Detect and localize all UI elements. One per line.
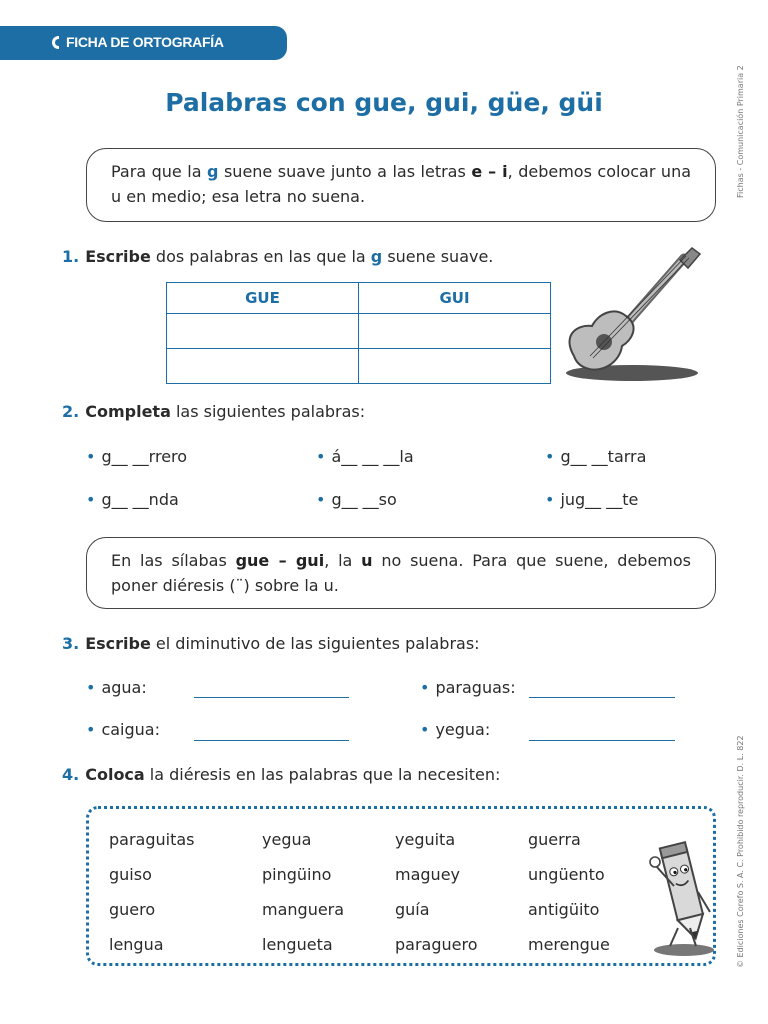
word-item: merengue bbox=[528, 935, 610, 954]
answer-line[interactable] bbox=[194, 740, 349, 741]
info1-g: g bbox=[207, 162, 219, 181]
answer-cell[interactable] bbox=[167, 349, 359, 384]
word-item: guero bbox=[109, 900, 156, 919]
q1-number: 1. bbox=[62, 247, 80, 266]
word-item: yeguita bbox=[395, 830, 456, 849]
q2-verb: Completa bbox=[85, 402, 171, 421]
word-item: maguey bbox=[395, 865, 460, 884]
word-item: lengueta bbox=[262, 935, 333, 954]
word-item: guerra bbox=[528, 830, 581, 849]
q4-number: 4. bbox=[62, 765, 80, 784]
word-item: manguera bbox=[262, 900, 345, 919]
info1-letters: e – i bbox=[471, 162, 508, 181]
q1-text: dos palabras en las que la bbox=[150, 247, 371, 266]
diminutive-word: caigua: bbox=[101, 720, 160, 739]
diminutive-word: paraguas: bbox=[435, 678, 516, 697]
q3-number: 3. bbox=[62, 634, 80, 653]
tab-label: FICHA DE ORTOGRAFÍA bbox=[66, 34, 224, 50]
answer-line[interactable] bbox=[194, 697, 349, 698]
answer-cell[interactable] bbox=[167, 314, 359, 349]
complete-word-item: • g__ __so bbox=[316, 490, 397, 509]
q3-text: el diminutivo de las siguientes palabras: bbox=[150, 634, 480, 653]
pencil-character-illustration bbox=[644, 836, 716, 958]
q1-g: g bbox=[370, 247, 383, 266]
word-item: paraguero bbox=[395, 935, 478, 954]
col-gui: GUI bbox=[359, 283, 551, 314]
diminutive-word: agua: bbox=[101, 678, 147, 697]
complete-word-item: • g__ __nda bbox=[86, 490, 179, 509]
diminutive-item: • caigua: bbox=[86, 720, 160, 739]
info2-u: u bbox=[361, 551, 373, 570]
word-item: antigüito bbox=[528, 900, 600, 919]
word-item: pingüino bbox=[262, 865, 332, 884]
gue-gui-table bbox=[166, 282, 551, 384]
complete-word-text: g__ __nda bbox=[101, 490, 179, 509]
side-note-bottom: © Ediciones Corefo S. A. C. Prohibido reproducir. D. L. 822 bbox=[736, 735, 745, 968]
info2-text: no suena. Para que suene, debemos poner diéresis (¨) sobre la u. bbox=[111, 551, 691, 595]
guitar-illustration bbox=[562, 244, 712, 384]
complete-word-item: • g__ __tarra bbox=[545, 447, 647, 466]
complete-word-text: jug__ __te bbox=[560, 490, 639, 509]
q1-text: suene suave. bbox=[382, 247, 494, 266]
diminutive-word: yegua: bbox=[435, 720, 491, 739]
q4-verb: Coloca bbox=[85, 765, 145, 784]
complete-word-text: g__ __so bbox=[331, 490, 397, 509]
word-item: guía bbox=[395, 900, 430, 919]
complete-word-item: • á__ __ __la bbox=[316, 447, 414, 466]
complete-word-text: á__ __ __la bbox=[331, 447, 414, 466]
q2-text: las siguientes palabras: bbox=[170, 402, 366, 421]
answer-line[interactable] bbox=[529, 697, 675, 698]
info1-text: suene suave junto a las letras bbox=[218, 162, 472, 181]
info2-syllables: gue – gui bbox=[235, 551, 325, 570]
q4-text: la diéresis en las palabras que la necesiten: bbox=[144, 765, 501, 784]
answer-cell[interactable] bbox=[359, 314, 551, 349]
diminutive-item: • paraguas: bbox=[420, 678, 516, 697]
info-box-2 bbox=[86, 537, 716, 609]
q2-number: 2. bbox=[62, 402, 80, 421]
col-gue: GUE bbox=[167, 283, 359, 314]
word-item: guiso bbox=[109, 865, 152, 884]
info2-text: En las sílabas bbox=[111, 551, 236, 570]
complete-word-item: • jug__ __te bbox=[545, 490, 639, 509]
question-4 bbox=[62, 765, 500, 784]
word-item: yegua bbox=[262, 830, 312, 849]
diminutive-item: • yegua: bbox=[420, 720, 491, 739]
question-2 bbox=[62, 402, 365, 421]
worksheet-tab bbox=[0, 26, 287, 60]
info1-text: , debemos colocar una u en medio; esa letra no suena. bbox=[111, 162, 692, 206]
info1-text: Para que la bbox=[111, 162, 208, 181]
question-3 bbox=[62, 634, 480, 653]
info-box-1 bbox=[86, 148, 716, 222]
question-1 bbox=[62, 247, 493, 266]
page-title: Palabras con gue, gui, güe, güi bbox=[165, 88, 603, 117]
q1-verb: Escribe bbox=[85, 247, 151, 266]
complete-word-text: g__ __tarra bbox=[560, 447, 647, 466]
diminutive-item: • agua: bbox=[86, 678, 147, 697]
answer-cell[interactable] bbox=[359, 349, 551, 384]
word-item: paraguitas bbox=[109, 830, 195, 849]
word-item: lengua bbox=[109, 935, 164, 954]
word-item: ungüento bbox=[528, 865, 605, 884]
complete-word-text: g__ __rrero bbox=[101, 447, 188, 466]
tab-bullet-icon bbox=[52, 36, 59, 49]
side-note-top: Fichas - Comunicación Primaria 2 bbox=[736, 65, 745, 198]
answer-line[interactable] bbox=[529, 740, 675, 741]
info2-text: , la bbox=[324, 551, 362, 570]
complete-word-item: • g__ __rrero bbox=[86, 447, 188, 466]
q3-verb: Escribe bbox=[85, 634, 151, 653]
